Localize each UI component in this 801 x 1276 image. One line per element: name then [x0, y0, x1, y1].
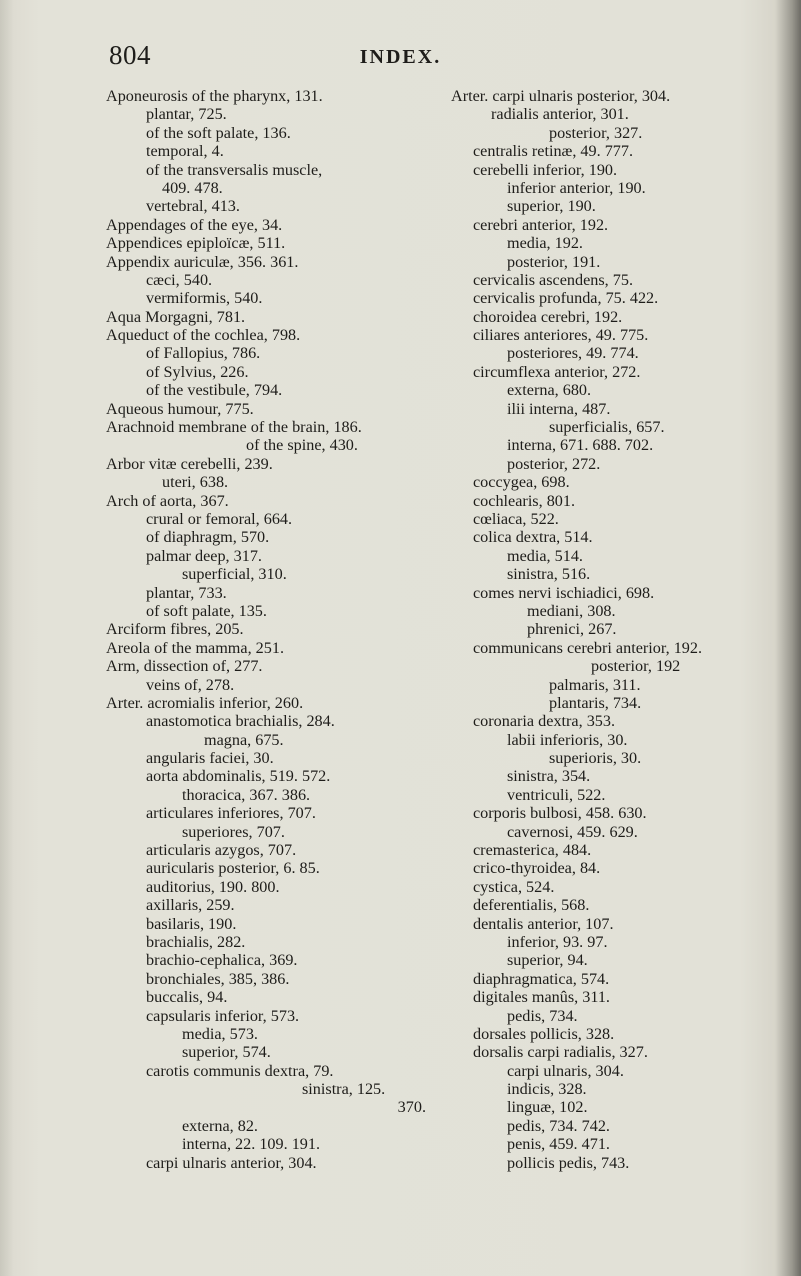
index-entry: superficialis, 657. — [549, 418, 665, 437]
index-entry: Arciform fibres, 205. — [106, 620, 244, 639]
index-entry: superiores, 707. — [182, 822, 285, 841]
index-entry: Appendices epiploïcæ, 511. — [106, 234, 286, 253]
index-entry: cerebri anterior, 192. — [473, 215, 609, 234]
index-entry: ventriculi, 522. — [507, 785, 606, 804]
page-number: 804 — [109, 40, 151, 70]
index-entry: ilii interna, 487. — [507, 399, 611, 418]
index-entry: pedis, 734. 742. — [507, 1116, 610, 1135]
index-entry: Aqueous humour, 775. — [106, 399, 254, 418]
index-entry: auditorius, 190. 800. — [146, 877, 280, 896]
index-entry: superior, 574. — [182, 1043, 271, 1062]
index-entry: posterior, 191. — [507, 252, 601, 271]
index-entry: indicis, 328. — [507, 1080, 587, 1099]
index-entry: Aponeurosis of the pharynx, 131. — [106, 87, 323, 105]
index-entry: posterior, 192 — [591, 657, 681, 676]
index-entry: angularis faciei, 30. — [146, 749, 274, 768]
index-entry: posterior, 327. — [549, 123, 643, 142]
index-entry: Arter. acromialis inferior, 260. — [106, 693, 304, 712]
index-entry: cochlearis, 801. — [473, 491, 576, 510]
index-entry: superioris, 30. — [549, 749, 642, 768]
index-entry: 370. — [397, 1098, 426, 1117]
index-entry: of soft palate, 135. — [146, 601, 267, 620]
index-entry: labii inferioris, 30. — [507, 730, 628, 749]
index-entry: carotis communis dextra, 79. — [146, 1061, 334, 1080]
index-entry: Arch of aorta, 367. — [106, 491, 229, 510]
index-entry: Appendix auriculæ, 356. 361. — [106, 252, 299, 271]
index-entry: Arbor vitæ cerebelli, 239. — [106, 454, 273, 473]
index-entry: of the soft palate, 136. — [146, 123, 291, 142]
index-entry: crico-thyroidea, 84. — [473, 859, 601, 878]
index-entry: Arachnoid membrane of the brain, 186. — [106, 418, 362, 437]
index-entry: externa, 82. — [182, 1116, 258, 1135]
index-entry: anastomotica brachialis, 284. — [146, 712, 335, 731]
index-entry: sinistra, 354. — [507, 767, 591, 786]
index-entry: brachialis, 282. — [146, 932, 246, 951]
index-entry: comes nervi ischiadici, 698. — [473, 583, 655, 602]
index-entry: plantaris, 734. — [549, 693, 642, 712]
index-entry: inferior, 93. 97. — [507, 932, 608, 951]
index-entry: buccalis, 94. — [146, 988, 228, 1007]
index-entry: of Sylvius, 226. — [146, 362, 249, 381]
index-column-left — [106, 87, 436, 1172]
index-entry: colica dextra, 514. — [473, 528, 593, 547]
index-entry: superficial, 310. — [182, 565, 287, 584]
index-entry: Arm, dissection of, 277. — [106, 657, 263, 676]
index-entry: diaphragmatica, 574. — [473, 969, 610, 988]
index-entry: interna, 671. 688. 702. — [507, 436, 654, 455]
index-entry: digitales manûs, 311. — [473, 988, 610, 1007]
index-entry: carpi ulnaris anterior, 304. — [146, 1153, 317, 1172]
index-entry: vertebral, 413. — [146, 197, 240, 216]
index-entry: Arter. carpi ulnaris posterior, 304. — [451, 87, 671, 105]
index-entry: temporal, 4. — [146, 142, 224, 161]
index-entry: cystica, 524. — [473, 877, 555, 896]
index-entry: aorta abdominalis, 519. 572. — [146, 767, 331, 786]
index-entry: media, 192. — [507, 234, 583, 253]
index-entry: plantar, 725. — [146, 105, 227, 124]
index-entry: sinistra, 516. — [507, 565, 591, 584]
index-entry: Appendages of the eye, 34. — [106, 215, 283, 234]
index-entry: superior, 94. — [507, 951, 588, 970]
index-entry: palmaris, 311. — [549, 675, 641, 694]
index-entry: basilaris, 190. — [146, 914, 237, 933]
running-header: INDEX. — [359, 46, 442, 68]
index-entry: plantar, 733. — [146, 583, 227, 602]
index-entry: inferior anterior, 190. — [507, 178, 646, 197]
index-entry: coronaria dextra, 353. — [473, 712, 616, 731]
index-entry: pollicis pedis, 743. — [507, 1153, 630, 1172]
index-entry: corporis bulbosi, 458. 630. — [473, 804, 647, 823]
index-entry: interna, 22. 109. 191. — [182, 1135, 321, 1154]
index-entry: circumflexa anterior, 272. — [473, 362, 641, 381]
index-entry: posterior, 272. — [507, 454, 601, 473]
index-entry: cervicalis profunda, 75. 422. — [473, 289, 659, 308]
index-entry: cæci, 540. — [146, 270, 213, 289]
index-entry: ciliares anteriores, 49. 775. — [473, 326, 649, 345]
index-entry: coccygea, 698. — [473, 473, 570, 492]
index-entry: cœliaca, 522. — [473, 509, 559, 528]
index-entry: Aqua Morgagni, 781. — [106, 307, 246, 326]
index-entry: cavernosi, 459. 629. — [507, 822, 638, 841]
index-entry: vermiformis, 540. — [146, 289, 263, 308]
index-entry: phrenici, 267. — [527, 620, 617, 639]
index-entry: superior, 190. — [507, 197, 596, 216]
index-entry: cervicalis ascendens, 75. — [473, 270, 634, 289]
index-entry: radialis anterior, 301. — [491, 105, 629, 124]
index-entry: palmar deep, 317. — [146, 546, 262, 565]
index-entry: linguæ, 102. — [507, 1098, 588, 1117]
index-entry: brachio-cephalica, 369. — [146, 951, 298, 970]
index-entry: externa, 680. — [507, 381, 592, 400]
index-entry: sinistra, 125. — [302, 1080, 386, 1099]
index-entry: communicans cerebri anterior, 192. — [473, 638, 703, 657]
index-entry: carpi ulnaris, 304. — [507, 1061, 624, 1080]
index-column-right — [451, 87, 791, 1172]
index-entry: choroidea cerebri, 192. — [473, 307, 623, 326]
index-entry: of the spine, 430. — [246, 436, 358, 455]
index-entry: capsularis inferior, 573. — [146, 1006, 300, 1025]
index-entry: dorsalis carpi radialis, 327. — [473, 1043, 648, 1062]
index-entry: articulares inferiores, 707. — [146, 804, 316, 823]
index-entry: dorsales pollicis, 328. — [473, 1024, 615, 1043]
index-entry: penis, 459. 471. — [507, 1135, 610, 1154]
index-entry: auricularis posterior, 6. 85. — [146, 859, 320, 878]
index-entry: Areola of the mamma, 251. — [106, 638, 285, 657]
index-entry: of the vestibule, 794. — [146, 381, 283, 400]
index-entry: bronchiales, 385, 386. — [146, 969, 290, 988]
index-entry: veins of, 278. — [146, 675, 235, 694]
index-entry: dentalis anterior, 107. — [473, 914, 614, 933]
index-entry: thoracica, 367. 386. — [182, 785, 311, 804]
index-entry: mediani, 308. — [527, 601, 616, 620]
index-entry: of Fallopius, 786. — [146, 344, 261, 363]
index-entry: posteriores, 49. 774. — [507, 344, 639, 363]
index-entry: crural or femoral, 664. — [146, 509, 293, 528]
index-entry: 409. 478. — [162, 178, 223, 197]
index-entry: Aqueduct of the cochlea, 798. — [106, 326, 301, 345]
index-entry: uteri, 638. — [162, 473, 229, 492]
index-entry: of diaphragm, 570. — [146, 528, 270, 547]
index-entry: deferentialis, 568. — [473, 896, 590, 915]
index-entry: magna, 675. — [204, 730, 284, 749]
index-entry: pedis, 734. — [507, 1006, 578, 1025]
index-entry: of the transversalis muscle, — [146, 160, 323, 179]
index-entry: media, 514. — [507, 546, 583, 565]
index-entry: cerebelli inferior, 190. — [473, 160, 618, 179]
index-entry: media, 573. — [182, 1024, 258, 1043]
index-entry: articularis azygos, 707. — [146, 841, 297, 860]
index-entry: centralis retinæ, 49. 777. — [473, 142, 634, 161]
index-entry: axillaris, 259. — [146, 896, 235, 915]
index-entry: cremasterica, 484. — [473, 841, 592, 860]
